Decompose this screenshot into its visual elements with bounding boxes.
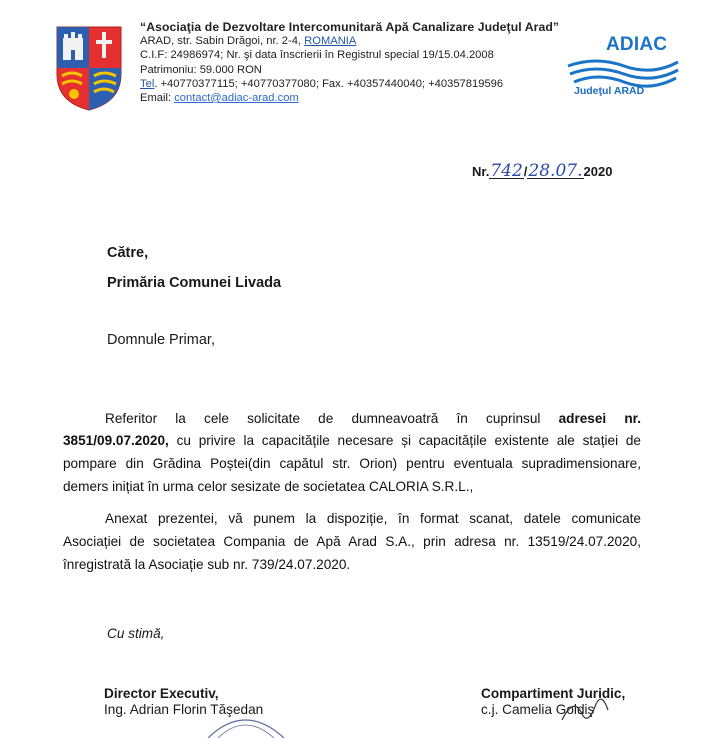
phone-numbers: . +40770377115; +40770377080; Fax. +40357440040; +40357819596 bbox=[154, 77, 504, 90]
signature-icon bbox=[560, 690, 620, 730]
recipient-name: Primăria Comunei Livada bbox=[107, 275, 282, 291]
stamp-icon bbox=[200, 708, 290, 738]
email-label: Email: bbox=[140, 92, 175, 105]
closing-text: Cu stimă, bbox=[107, 626, 165, 641]
signatory-left-title: Director Executiv, bbox=[104, 686, 219, 701]
p2-line-3-text: înregistrată la Asociație sub nr. 739/24.07.2020. bbox=[63, 557, 351, 572]
address-country: ROMANIA bbox=[304, 35, 357, 48]
logo-subtitle: Judeţul ARAD bbox=[574, 85, 645, 97]
paragraph-1-line-2 bbox=[63, 430, 641, 451]
paragraph-1-line-1 bbox=[105, 408, 641, 429]
nr-handwritten-number: 742 bbox=[490, 161, 523, 181]
address-text: ARAD, str. Sabin Drăgoi, nr. 2-4, bbox=[140, 35, 305, 48]
salutation: Domnule Primar, bbox=[107, 332, 215, 348]
paragraph-1-line-4 bbox=[63, 476, 641, 497]
organization-header bbox=[140, 20, 560, 105]
nr-prefix: Nr. bbox=[472, 164, 490, 179]
nr-separator: / bbox=[523, 164, 528, 179]
registration-number bbox=[472, 161, 613, 181]
signatory-right-name: c.j. Camelia Goldiş bbox=[481, 702, 595, 717]
phone-label: Tel bbox=[140, 77, 155, 90]
paragraph-2-line-2 bbox=[63, 531, 641, 552]
p1-bold-date: 3851/09.07.2020, bbox=[63, 433, 169, 448]
coat-of-arms-icon bbox=[54, 24, 124, 112]
paragraph-2-line-1 bbox=[105, 508, 641, 529]
nr-handwritten-date: 28.07. bbox=[528, 161, 583, 181]
nr-year: 2020 bbox=[583, 164, 613, 179]
logo-title: ADIAC bbox=[606, 34, 668, 55]
p2-line-1-text: Anexat prezentei, vă punem la dispoziție, în format scanat, datele comunicate bbox=[105, 511, 641, 526]
p2-line-2-text: Asociației de societatea Compania de Apă Arad S.A., prin adresa nr. 13519/24.07.2020, bbox=[63, 534, 641, 549]
p1-line-4-text: demers inițiat în urma celor sesizate de societatea CALORIA S.R.L., bbox=[63, 479, 474, 494]
paragraph-1-line-3 bbox=[63, 453, 641, 474]
p1-line-3-text: pompare din Grădina Poștei(din capătul str. Orion) pentru eventuala supradimensionare, bbox=[63, 456, 641, 471]
organization-email bbox=[140, 91, 560, 105]
p1-text-cont: cu privire la capacitățile necesare și capacitățile existente ale stației de bbox=[168, 433, 641, 448]
p1-bold-ref: adresei nr. bbox=[558, 411, 641, 426]
organization-phone bbox=[140, 77, 560, 91]
to-label: Către, bbox=[107, 245, 149, 261]
p1-text: Referitor la cele solicitate de dumneavoatră în cuprinsul bbox=[105, 411, 559, 426]
organization-patrimony: Patrimoniu: 59.000 RON bbox=[140, 63, 262, 76]
email-link[interactable]: contact@adiac-arad.com bbox=[174, 92, 299, 105]
organization-address bbox=[140, 34, 560, 48]
paragraph-2-line-3 bbox=[63, 554, 641, 575]
signatory-right-title: Compartiment Juridic, bbox=[481, 686, 626, 701]
signatory-left-name: Ing. Adrian Florin Tăşedan bbox=[104, 702, 264, 717]
organization-cif: C.I.F: 24986974; Nr. şi data înscrierii în Registrul special 19/15.04.2008 bbox=[140, 49, 494, 62]
organization-name: “Asociaţia de Dezvoltare Intercomunitară Apă Canalizare Judeţul Arad” bbox=[140, 20, 560, 34]
